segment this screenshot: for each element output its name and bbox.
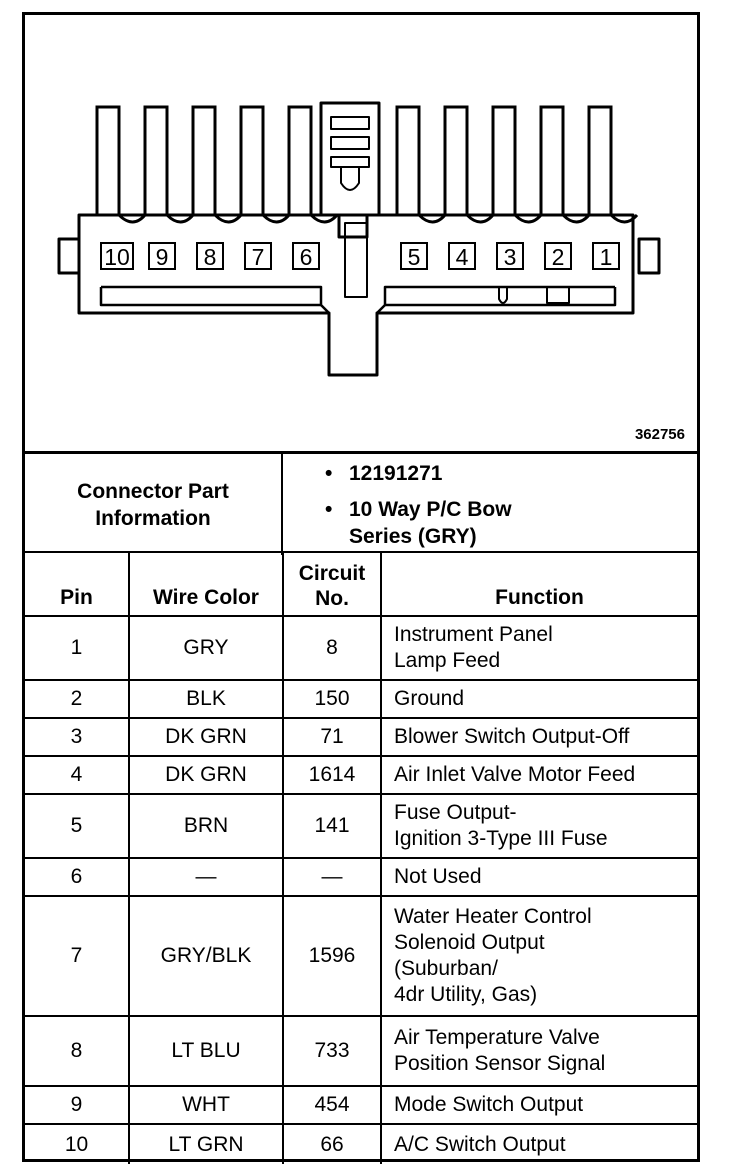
wire-color-cell: LT GRN: [129, 1124, 283, 1164]
circuit-cell: 150: [283, 680, 381, 718]
table-row: [25, 718, 697, 756]
terminal-fin: [241, 107, 289, 222]
circuit-cell: 1614: [283, 756, 381, 794]
pin-label: 8: [203, 244, 217, 270]
part-number: • 12191271: [283, 460, 697, 487]
connector-sheet: [22, 12, 700, 1162]
circuit-cell: 141: [283, 794, 381, 858]
function-cell: Air Temperature Valve Position Sensor Signal: [381, 1016, 697, 1086]
pin-label: 4: [455, 244, 469, 270]
pin-label: 2: [551, 244, 565, 270]
function-cell: Fuse Output- Ignition 3-Type III Fuse: [381, 794, 697, 858]
wire-color-cell: GRY: [129, 616, 283, 680]
pin-cell: 10: [25, 1124, 129, 1164]
function-cell: Not Used: [381, 858, 697, 896]
terminal-fin: [193, 107, 241, 222]
table-row: [25, 794, 697, 858]
table-row: [25, 1124, 697, 1164]
header-function: Function: [381, 552, 697, 616]
pin-cell: 8: [25, 1016, 129, 1086]
wire-color-cell: BRN: [129, 794, 283, 858]
terminal-fin: [397, 107, 445, 222]
pin-label: 7: [251, 244, 265, 270]
wire-color-cell: WHT: [129, 1086, 283, 1124]
terminal-fin: [541, 107, 589, 222]
table-row: [25, 1016, 697, 1086]
function-cell: Blower Switch Output-Off: [381, 718, 697, 756]
table-row: [25, 680, 697, 718]
pin-label: 5: [407, 244, 421, 270]
wire-color-cell: GRY/BLK: [129, 896, 283, 1016]
pin-cell: 5: [25, 794, 129, 858]
connector-description: • 10 Way P/C Bow Series (GRY): [283, 496, 697, 550]
function-cell: Water Heater Control Solenoid Output (Suburban/ 4dr Utility, Gas): [381, 896, 697, 1016]
circuit-cell: 1596: [283, 896, 381, 1016]
function-cell: Ground: [381, 680, 697, 718]
wire-color-cell: DK GRN: [129, 756, 283, 794]
pin-label: 10: [104, 244, 130, 270]
pin-table: [25, 551, 697, 1164]
pin-cell: 7: [25, 896, 129, 1016]
table-row: [25, 896, 697, 1016]
circuit-cell: —: [283, 858, 381, 896]
pin-cell: 3: [25, 718, 129, 756]
wire-color-cell: DK GRN: [129, 718, 283, 756]
info-label-line: Information: [95, 506, 211, 530]
circuit-cell: 71: [283, 718, 381, 756]
wire-color-cell: LT BLU: [129, 1016, 283, 1086]
pin-cell: 4: [25, 756, 129, 794]
terminal-fin: [589, 107, 637, 222]
info-label-line: Connector Part: [77, 479, 229, 503]
circuit-cell: 733: [283, 1016, 381, 1086]
pin-cell: 1: [25, 616, 129, 680]
pin-label: 3: [503, 244, 517, 270]
wire-color-cell: —: [129, 858, 283, 896]
table-row: [25, 756, 697, 794]
terminal-fin: [97, 107, 145, 222]
circuit-cell: 454: [283, 1086, 381, 1124]
wire-color-cell: BLK: [129, 680, 283, 718]
table-row: [25, 858, 697, 896]
terminal-fin: [493, 107, 541, 222]
function-cell: Air Inlet Valve Motor Feed: [381, 756, 697, 794]
connector-diagram: [25, 15, 697, 451]
pin-cell: 9: [25, 1086, 129, 1124]
header-pin: Pin: [25, 552, 129, 616]
circuit-cell: 8: [283, 616, 381, 680]
function-cell: Instrument Panel Lamp Feed: [381, 616, 697, 680]
terminal-fin: [145, 107, 193, 222]
header-circuit: Circuit No.: [283, 552, 381, 616]
pin-cell: 6: [25, 858, 129, 896]
terminal-fin: [445, 107, 493, 222]
circuit-cell: 66: [283, 1124, 381, 1164]
info-label: [25, 454, 283, 555]
pin-label: 1: [599, 244, 613, 270]
connector-part-info: [25, 451, 697, 555]
pin-cell: 2: [25, 680, 129, 718]
function-cell: A/C Switch Output: [381, 1124, 697, 1164]
figure-number: 362756: [634, 426, 685, 443]
function-cell: Mode Switch Output: [381, 1086, 697, 1124]
pin-label: 6: [299, 244, 313, 270]
table-row: [25, 616, 697, 680]
table-row: [25, 1086, 697, 1124]
header-wire-color: Wire Color: [129, 552, 283, 616]
info-details: [283, 460, 697, 550]
pin-label: 9: [155, 244, 169, 270]
terminal-fin: [289, 107, 337, 222]
